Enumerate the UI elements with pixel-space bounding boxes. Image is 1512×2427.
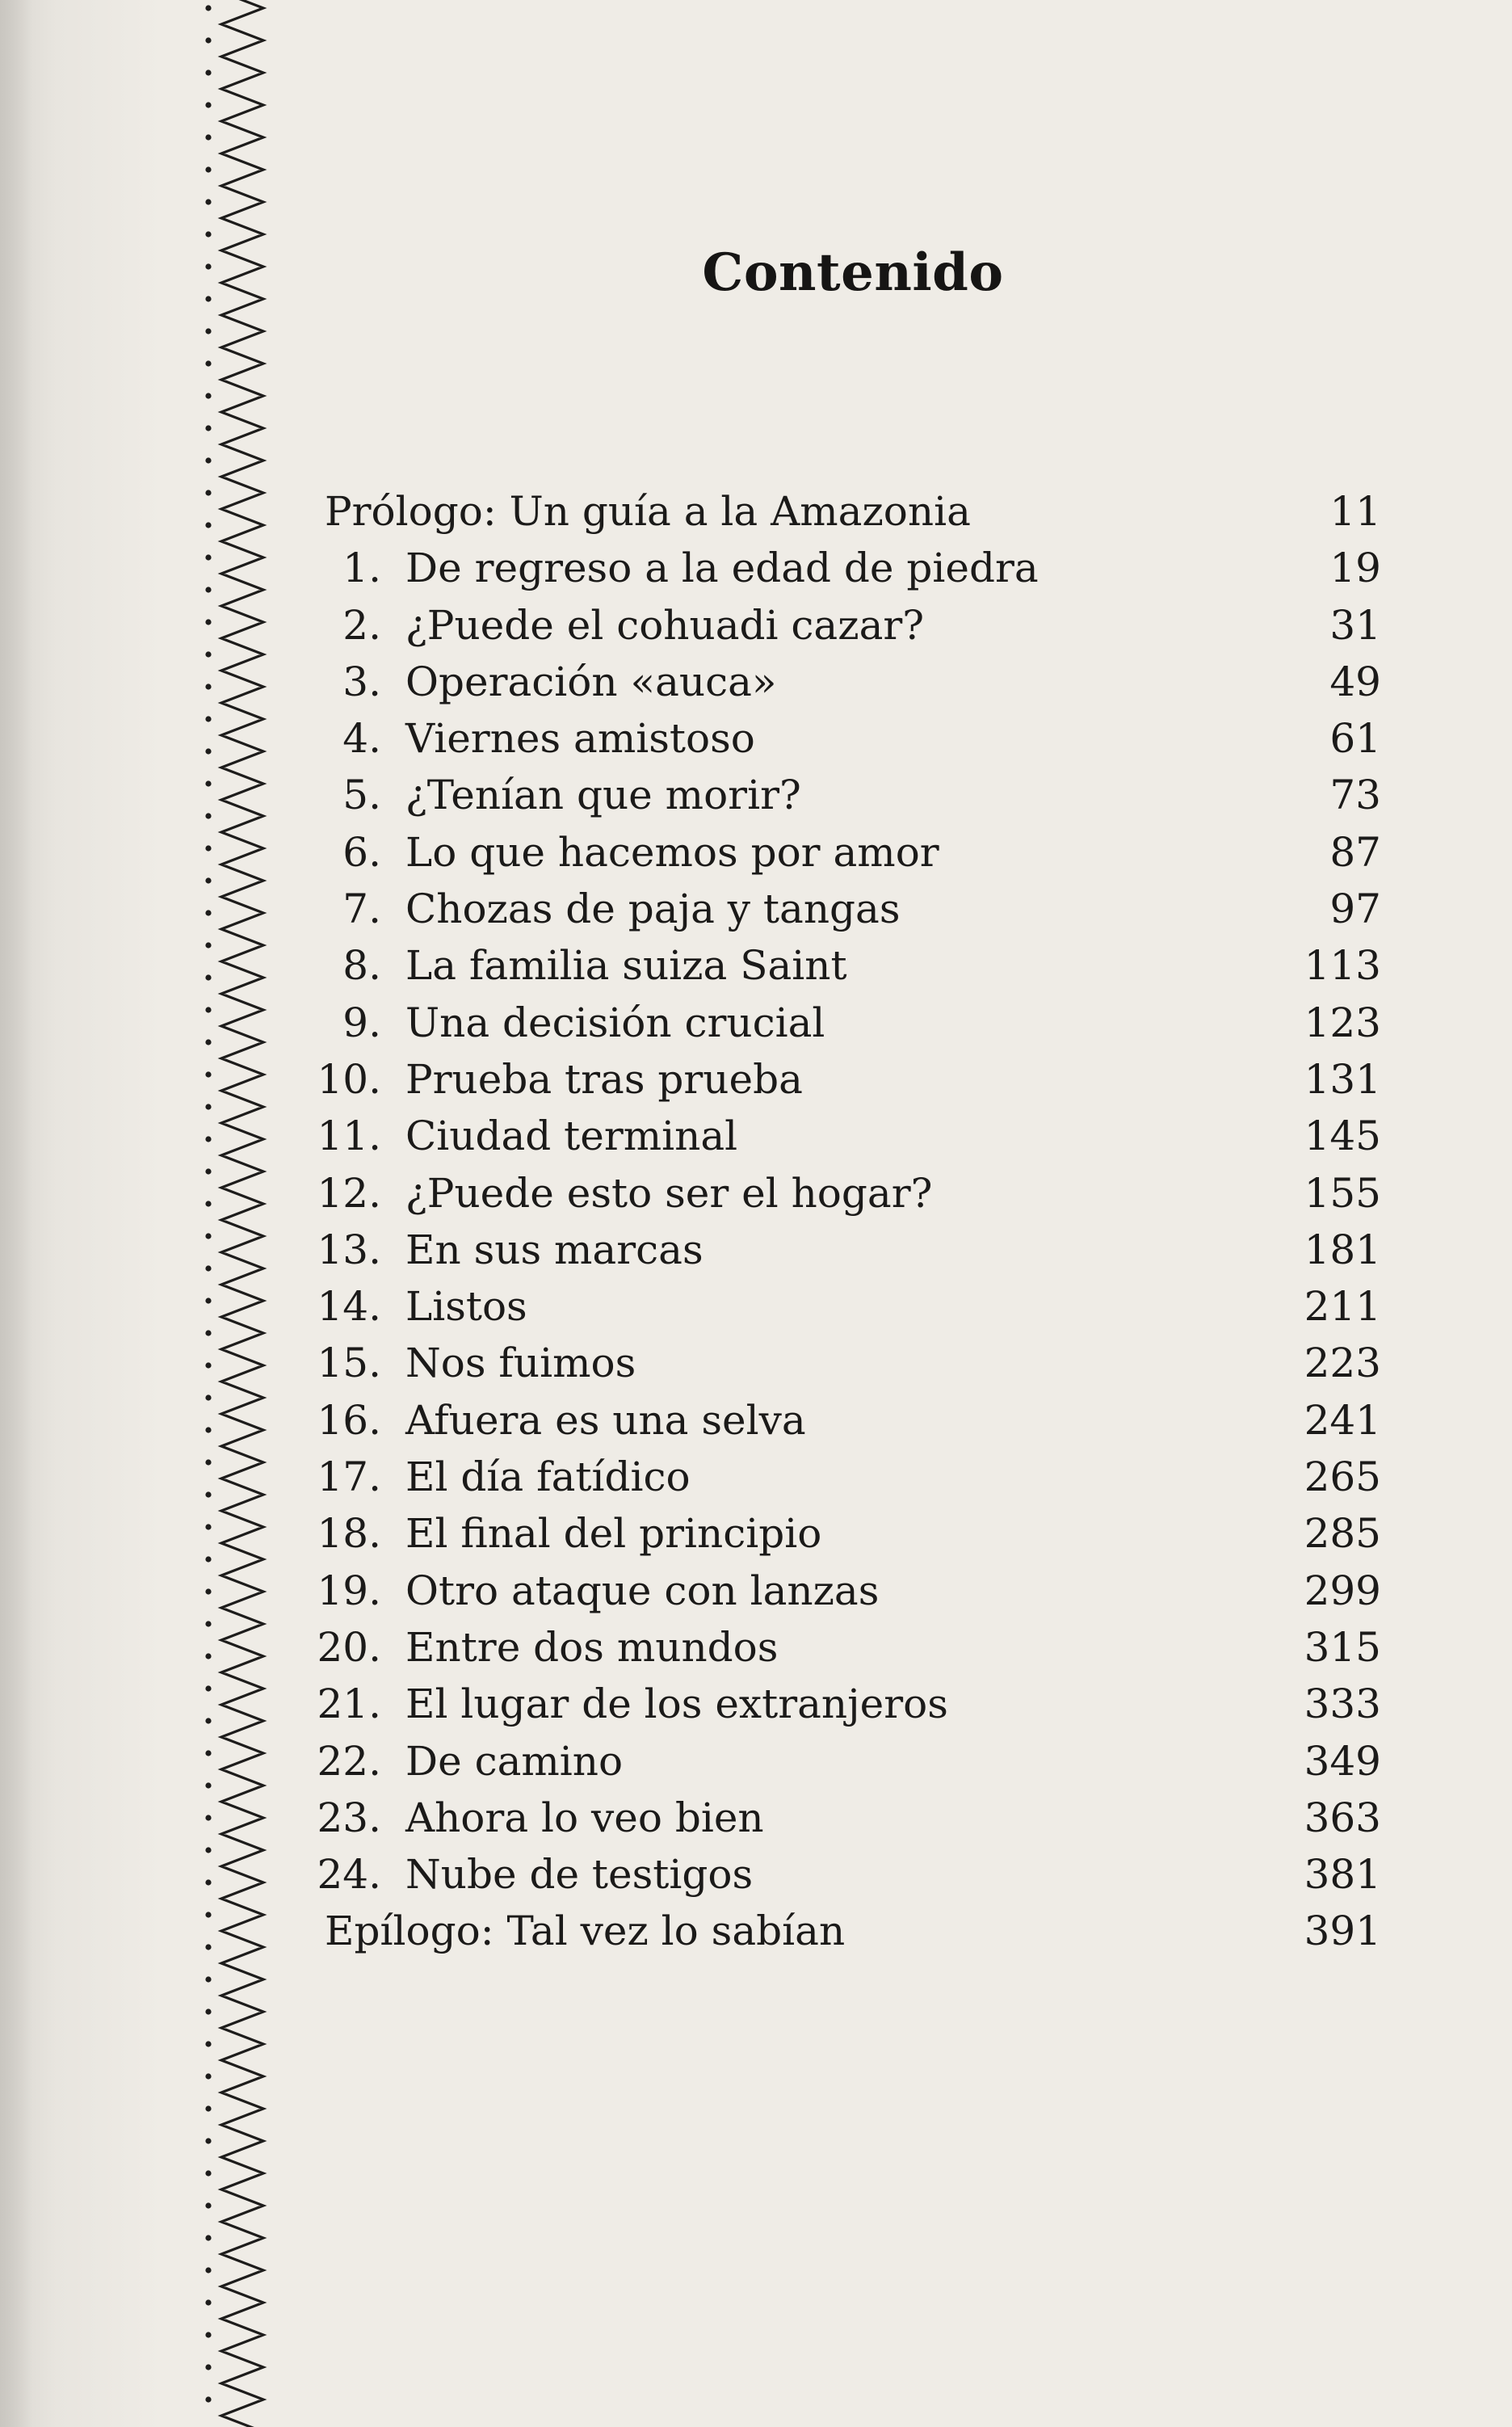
toc-entry: [315, 1335, 1381, 1391]
chapter-title: La familia suiza Saint: [405, 942, 847, 990]
chapter-number: 17.: [317, 1453, 381, 1501]
toc-entry: [315, 881, 1381, 937]
chapter-title: Viernes amistoso: [405, 715, 755, 763]
page-number: 61: [1329, 715, 1381, 763]
page-number: 145: [1304, 1113, 1381, 1160]
chapter-number: 18.: [317, 1510, 381, 1558]
chapter-title: El final del principio: [405, 1510, 822, 1558]
toc-entry: [315, 1563, 1381, 1619]
chapter-title: Nos fuimos: [405, 1340, 636, 1387]
toc-entry: [315, 937, 1381, 994]
toc-entry: [315, 710, 1381, 767]
toc-entry: [315, 1392, 1381, 1449]
chapter-title: El día fatídico: [405, 1453, 691, 1501]
page-number: 131: [1304, 1055, 1381, 1103]
page-number: 113: [1304, 942, 1381, 990]
chapter-title: Chozas de paja y tangas: [405, 885, 901, 933]
page-number: 97: [1329, 885, 1381, 933]
page-number: 315: [1304, 1623, 1381, 1671]
chapter-number: 11.: [317, 1113, 381, 1160]
toc-entry: [315, 1676, 1381, 1732]
chapter-number: 5.: [342, 772, 381, 819]
toc-entry: [315, 1505, 1381, 1562]
page-number: 265: [1304, 1453, 1381, 1501]
zigzag-border-ornament: [197, 0, 275, 2427]
chapter-title: Listos: [405, 1283, 527, 1331]
chapter-number: 4.: [342, 715, 381, 763]
table-of-contents: [315, 483, 1381, 1960]
chapter-number: 6.: [342, 828, 381, 876]
page-number: 241: [1304, 1396, 1381, 1444]
chapter-number: 9.: [342, 999, 381, 1046]
chapter-number: 22.: [317, 1737, 381, 1785]
page-number: 181: [1304, 1226, 1381, 1273]
toc-entry: [315, 1619, 1381, 1676]
page-number: 211: [1304, 1283, 1381, 1331]
chapter-number: 15.: [317, 1340, 381, 1387]
chapter-number: 1.: [342, 545, 381, 592]
chapter-title: Prueba tras prueba: [405, 1055, 803, 1103]
chapter-title: Afuera es una selva: [405, 1396, 806, 1444]
page-number: 299: [1304, 1567, 1381, 1614]
chapter-number: 12.: [317, 1169, 381, 1217]
toc-entry: [315, 1790, 1381, 1846]
toc-entry: [315, 654, 1381, 710]
page-number: 31: [1329, 601, 1381, 649]
chapter-number: 8.: [342, 942, 381, 990]
toc-entry: [315, 540, 1381, 596]
chapter-title: Otro ataque con lanzas: [405, 1567, 880, 1614]
toc-entry: [315, 1108, 1381, 1164]
page-number: 123: [1304, 999, 1381, 1046]
toc-entry: [315, 767, 1381, 823]
chapter-number: 7.: [342, 885, 381, 933]
page-number: 49: [1329, 658, 1381, 705]
page-number: 391: [1304, 1908, 1381, 1955]
page-number: 155: [1304, 1169, 1381, 1217]
chapter-title: De regreso a la edad de piedra: [405, 545, 1039, 592]
chapter-number: 19.: [317, 1567, 381, 1614]
page-number: 333: [1304, 1680, 1381, 1728]
page-number: 73: [1329, 772, 1381, 819]
toc-entry-unnumbered: [315, 483, 1381, 540]
page-title: Contenido: [702, 242, 1004, 303]
chapter-number: 14.: [317, 1283, 381, 1331]
chapter-title: Operación «auca»: [405, 658, 777, 705]
toc-entry: [315, 1278, 1381, 1335]
chapter-number: 24.: [317, 1851, 381, 1899]
chapter-title: Ciudad terminal: [405, 1113, 738, 1160]
page-number: 11: [1329, 488, 1381, 535]
toc-entry: [315, 1222, 1381, 1278]
page-number: 223: [1304, 1340, 1381, 1387]
toc-entry: [315, 995, 1381, 1051]
page-number: 285: [1304, 1510, 1381, 1558]
page-number: 349: [1304, 1737, 1381, 1785]
toc-entry: [315, 1051, 1381, 1108]
chapter-title: Entre dos mundos: [405, 1623, 779, 1671]
chapter-number: 23.: [317, 1794, 381, 1841]
chapter-title: Lo que hacemos por amor: [405, 828, 939, 876]
chapter-title: Ahora lo veo bien: [405, 1794, 764, 1841]
chapter-title: En sus marcas: [405, 1226, 704, 1273]
chapter-title: ¿Puede el cohuadi cazar?: [405, 601, 925, 649]
chapter-title: De camino: [405, 1737, 624, 1785]
chapter-title: Epílogo: Tal vez lo sabían: [325, 1908, 846, 1955]
chapter-title: El lugar de los extranjeros: [405, 1680, 948, 1728]
chapter-number: 21.: [317, 1680, 381, 1728]
page-number: 87: [1329, 828, 1381, 876]
toc-entry: [315, 824, 1381, 881]
chapter-number: 20.: [317, 1623, 381, 1671]
chapter-number: 2.: [342, 601, 381, 649]
chapter-number: 3.: [342, 658, 381, 705]
chapter-title: ¿Puede esto ser el hogar?: [405, 1169, 933, 1217]
chapter-number: 16.: [317, 1396, 381, 1444]
page-number: 363: [1304, 1794, 1381, 1841]
toc-entry: [315, 1846, 1381, 1903]
toc-entry: [315, 1449, 1381, 1505]
page-gutter-shadow: [0, 0, 32, 2427]
toc-entry: [315, 1733, 1381, 1790]
chapter-number: 10.: [317, 1055, 381, 1103]
page-number: 381: [1304, 1851, 1381, 1899]
toc-entry: [315, 1165, 1381, 1222]
page-number: 19: [1329, 545, 1381, 592]
chapter-title: Nube de testigos: [405, 1851, 754, 1899]
chapter-title: Prólogo: Un guía a la Amazonia: [325, 488, 971, 535]
toc-entry: [315, 597, 1381, 654]
toc-entry-unnumbered: [315, 1903, 1381, 1959]
chapter-number: 13.: [317, 1226, 381, 1273]
chapter-title: ¿Tenían que morir?: [405, 772, 801, 819]
chapter-title: Una decisión crucial: [405, 999, 825, 1046]
